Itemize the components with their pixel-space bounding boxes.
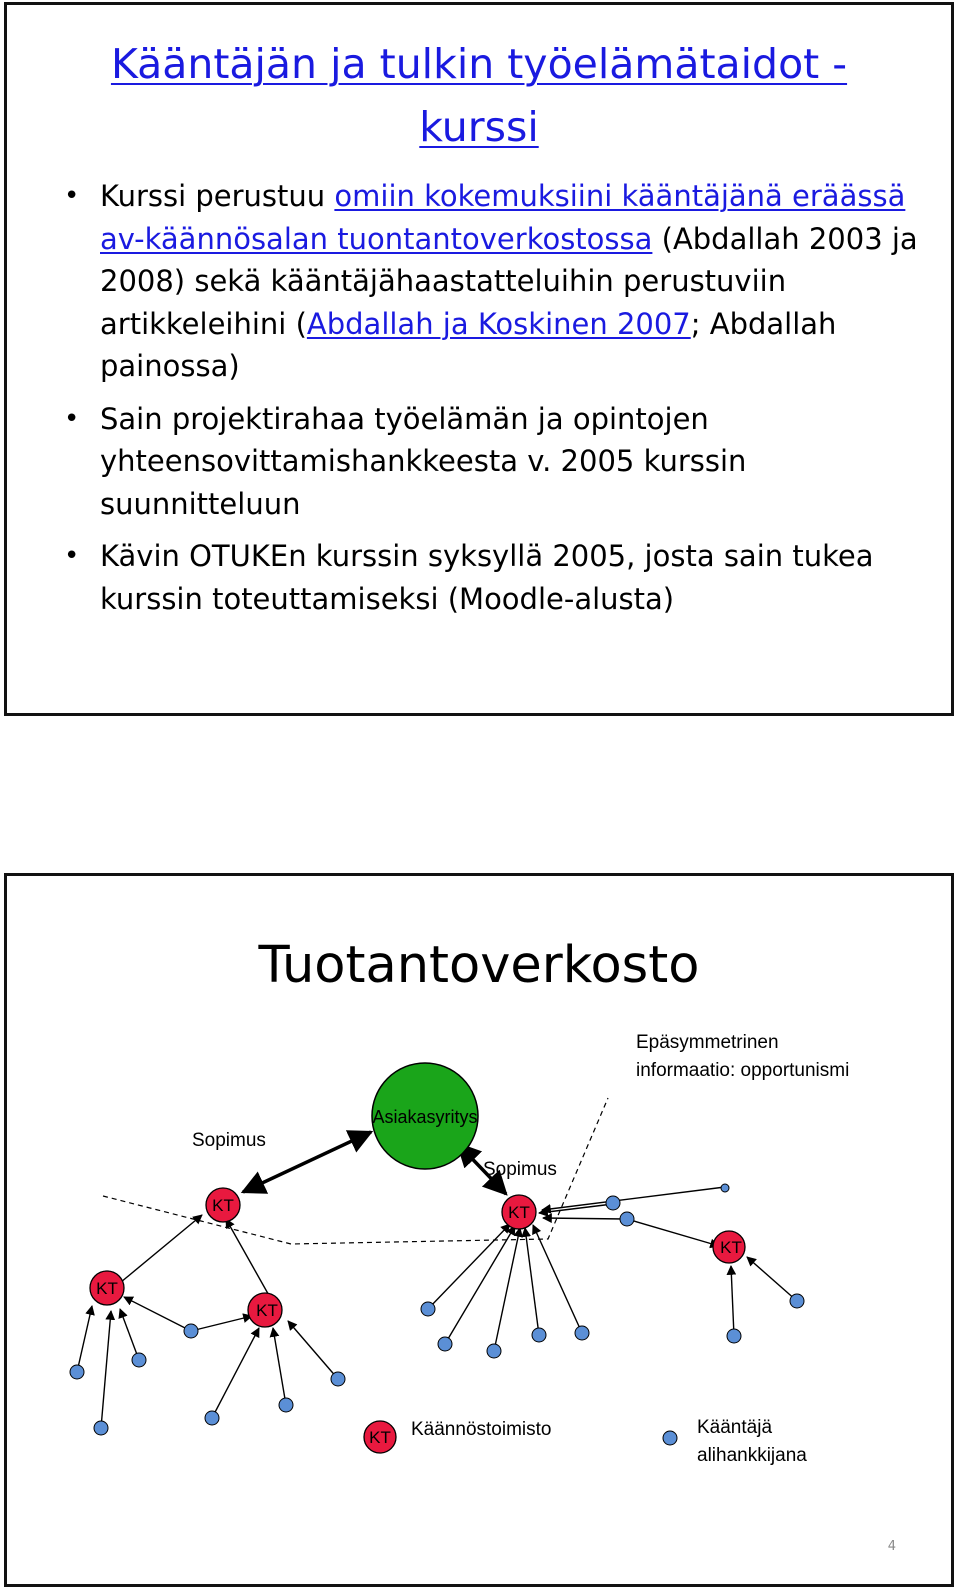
translator-nodes: [70, 1184, 804, 1435]
page-number: 4: [887, 1539, 896, 1554]
article-link[interactable]: Abdallah ja Koskinen 2007: [306, 306, 691, 341]
translator-node: [70, 1365, 84, 1379]
svg-text:KT: KT: [212, 1196, 234, 1215]
translator-node: [790, 1294, 804, 1308]
bullet-item: • Sain projektirahaa työelämän ja opintojen yhteensovittamishankkeesta v. 2005 kurssin suunnitteluun: [62, 398, 922, 526]
experience-link[interactable]: omiin kokemuksiini kääntäjänä eräässä av-käännösalan tuontantoverkostossa: [100, 179, 906, 256]
bullet-item: • Kävin OTUKEn kurssin syksyllä 2005, josta sain tukea kurssin toteuttamiseksi (Moodle-alusta): [62, 535, 922, 620]
client-company-label: Asiakasyritys: [372, 1107, 478, 1127]
contract-label: Sopimus: [192, 1130, 266, 1151]
legend-agency-node-label: KT: [369, 1428, 391, 1447]
legend: [364, 1417, 807, 1466]
translator-node: [575, 1326, 589, 1340]
translator-node: [331, 1372, 345, 1386]
svg-text:KT: KT: [508, 1203, 530, 1222]
agency-node-labels: [96, 1196, 742, 1320]
translator-node: [132, 1353, 146, 1367]
translator-node: [532, 1328, 546, 1342]
agency-nodes: [90, 1188, 745, 1327]
svg-text:KT: KT: [96, 1279, 118, 1298]
translator-node: [421, 1302, 435, 1316]
contract-label: Sopimus: [483, 1159, 557, 1180]
translator-node: [94, 1421, 108, 1435]
translator-node: [606, 1196, 620, 1210]
legend-translator-node: [663, 1431, 677, 1445]
svg-text:KT: KT: [720, 1238, 742, 1257]
translator-node: [184, 1324, 198, 1338]
slide-1: [4, 2, 954, 716]
translator-node: [438, 1337, 452, 1351]
translator-node: [620, 1212, 634, 1226]
subcontract-arrows: [77, 1187, 797, 1428]
slide-title[interactable]: Kääntäjän ja tulkin työelämätaidot - kurssi: [110, 40, 848, 151]
svg-text:KT: KT: [256, 1301, 278, 1320]
annotation-text: Epäsymmetrinen: [636, 1032, 779, 1053]
legend-translator-label: Kääntäjä: [697, 1417, 773, 1438]
bullet-item: • Kurssi perustuu omiin kokemuksiini kääntäjänä eräässä av-käännösalan tuontantoverkostossa (Abdallah 2003 ja 2008) sekä kääntäjähaastatteluihin perustuviin artikkeleihini (Abdallah ja Koskinen 2007; Abdallah painossa): [62, 175, 922, 388]
translator-node: [487, 1344, 501, 1358]
slide-title: Tuotantoverkosto: [258, 936, 700, 995]
production-network-diagram: [7, 876, 951, 1584]
slide-2: [4, 873, 954, 1587]
bullet-list: [62, 175, 922, 630]
legend-agency-label: Käännöstoimisto: [411, 1419, 552, 1440]
translator-node: [727, 1329, 741, 1343]
annotation-text: informaatio: opportunismi: [636, 1060, 850, 1081]
translator-node: [721, 1184, 729, 1192]
legend-translator-label: alihankkijana: [697, 1445, 807, 1466]
translator-node: [279, 1398, 293, 1412]
translator-node: [205, 1411, 219, 1425]
